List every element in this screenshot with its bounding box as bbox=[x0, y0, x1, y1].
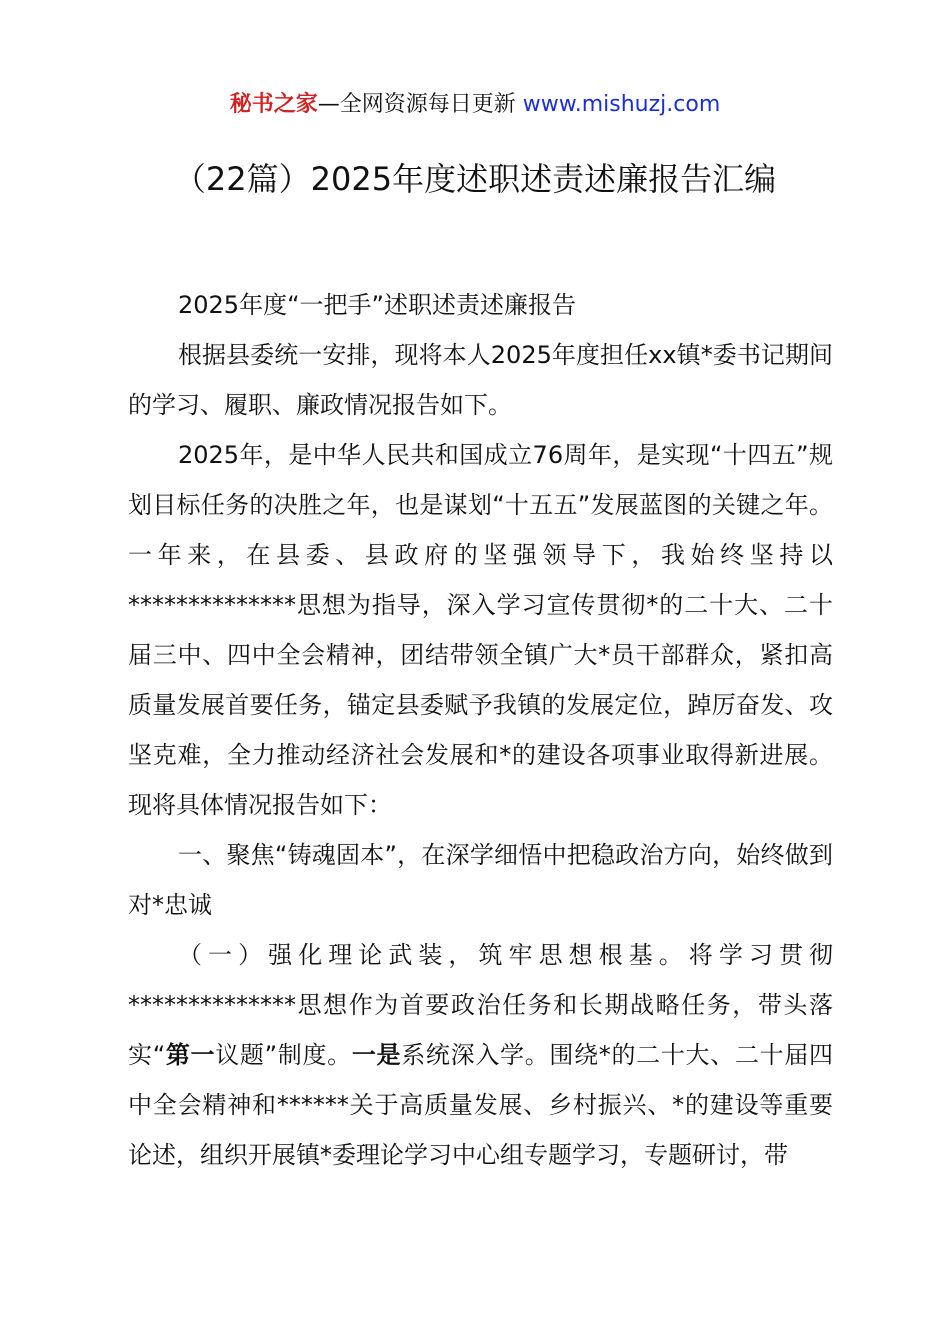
para2-bold-1: 第一 bbox=[165, 1041, 216, 1069]
body-paragraph-2 bbox=[128, 930, 833, 1180]
para2-text-c: 系统深入学。围绕*的二十大、二十届四中全会精神和******关于高质量发展、乡村振兴、*的建设等重要论述，组织开展镇*委理论学习中心组专题学习，专题研讨，带 bbox=[128, 1041, 834, 1169]
report-subtitle: 2025年度“一把手”述职述责述廉报告 bbox=[178, 291, 576, 319]
document-title: （22篇）2025年度述职述责述廉报告汇编 bbox=[173, 160, 777, 198]
header-tagline: —全网资源每日更新 bbox=[317, 92, 516, 117]
site-header bbox=[0, 88, 950, 122]
intro-paragraph: 根据县委统一安排，现将本人2025年度担任xx镇*委书记期间的学习、履职、廉政情况报告如下。 bbox=[128, 341, 833, 419]
section-heading: 一、聚焦“铸魂固本”，在深学细悟中把稳政治方向，始终做到对*忠诚 bbox=[128, 841, 833, 919]
site-url-link[interactable]: www.mishuzj.com bbox=[522, 92, 721, 117]
document-body bbox=[128, 280, 833, 1180]
brand-name: 秘书之家 bbox=[229, 92, 318, 117]
para2-text-b: 议题”制度。 bbox=[215, 1041, 352, 1069]
body-paragraph: 2025年，是中华人民共和国成立76周年，是实现“十四五”规划目标任务的决胜之年，也是谋划“十五五”发展蓝图的关键之年。一年来，在县委、县政府的坚强领导下，我始终坚持以**************思想为指导，深入学习宣传贯彻*的二十大、二十届三中、四中全会精神，团结带领全镇广大*员干部群众，紧扣高质量发展首要任务，锚定县委赋予我镇的发展定位，踔厉奋发、攻坚克难，全力推动经济社会发展和*的建设各项事业取得新进展。现将具体情况报告如下： bbox=[128, 441, 833, 819]
para2-bold-2: 一是 bbox=[351, 1041, 402, 1069]
para2-text-a: （一）强化理论武装，筑牢思想根基。将学习贯彻**************思想作为首要政治任务和长期战略任务，带头落实“ bbox=[128, 941, 833, 1069]
